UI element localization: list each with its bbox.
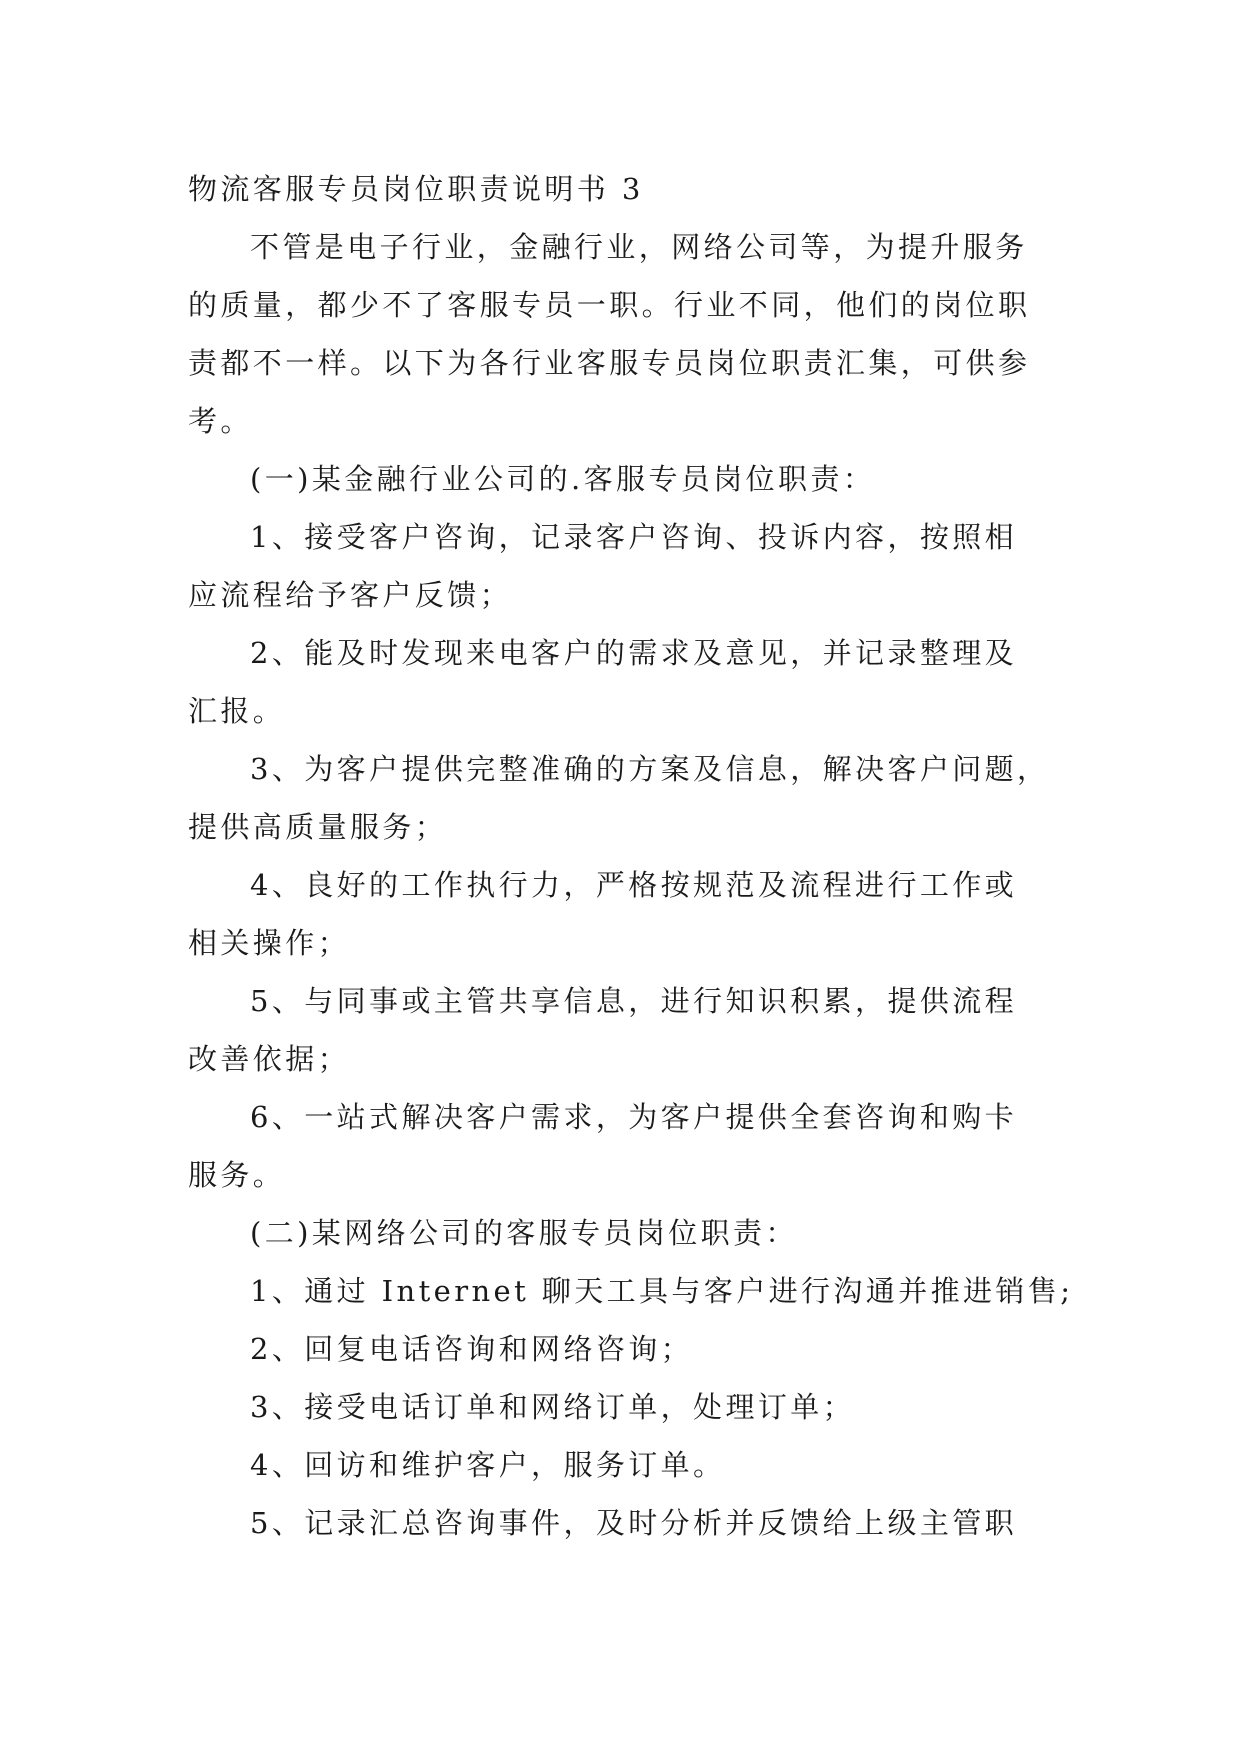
- list-item: 4、回访和维护客户，服务订单。: [250, 1448, 726, 1482]
- list-item: 6、一站式解决客户需求，为客户提供全套咨询和购卡: [250, 1100, 1018, 1134]
- list-item: 2、回复电话咨询和网络咨询；: [250, 1332, 694, 1366]
- list-item: 2、能及时发现来电客户的需求及意见，并记录整理及: [250, 636, 1018, 670]
- document-body: [188, 160, 1074, 1552]
- section-heading: (一)某金融行业公司的.客服专员岗位职责：: [250, 462, 876, 496]
- intro-line: 责都不一样。以下为各行业客服专员岗位职责汇集，可供参: [188, 346, 1031, 380]
- list-item: 3、接受电话订单和网络订单，处理订单；: [250, 1390, 856, 1424]
- list-item-continuation: 应流程给予客户反馈；: [188, 578, 513, 612]
- intro-line: 考。: [188, 404, 253, 438]
- list-item-continuation: 相关操作；: [188, 926, 351, 960]
- list-item-continuation: 改善依据；: [188, 1042, 351, 1076]
- intro-line: 不管是电子行业，金融行业，网络公司等，为提升服务: [250, 230, 1028, 264]
- list-item-continuation: 服务。: [188, 1158, 286, 1192]
- list-item: 5、记录汇总咨询事件，及时分析并反馈给上级主管职: [250, 1506, 1018, 1540]
- list-item: 4、良好的工作执行力，严格按规范及流程进行工作或: [250, 868, 1018, 902]
- list-item-continuation: 汇报。: [188, 694, 286, 728]
- intro-line: 的质量，都少不了客服专员一职。行业不同，他们的岗位职: [188, 288, 1031, 322]
- list-item: 5、与同事或主管共享信息，进行知识积累，提供流程: [250, 984, 1018, 1018]
- list-item: 3、为客户提供完整准确的方案及信息，解决客户问题，: [250, 752, 1050, 786]
- list-item: 1、通过 Internet 聊天工具与客户进行沟通并推进销售;: [250, 1274, 1074, 1308]
- list-item-continuation: 提供高质量服务；: [188, 810, 448, 844]
- document-title: 物流客服专员岗位职责说明书 3: [188, 172, 644, 206]
- section-heading: (二)某网络公司的客服专员岗位职责：: [250, 1216, 798, 1250]
- list-item: 1、接受客户咨询，记录客户咨询、投诉内容，按照相: [250, 520, 1018, 554]
